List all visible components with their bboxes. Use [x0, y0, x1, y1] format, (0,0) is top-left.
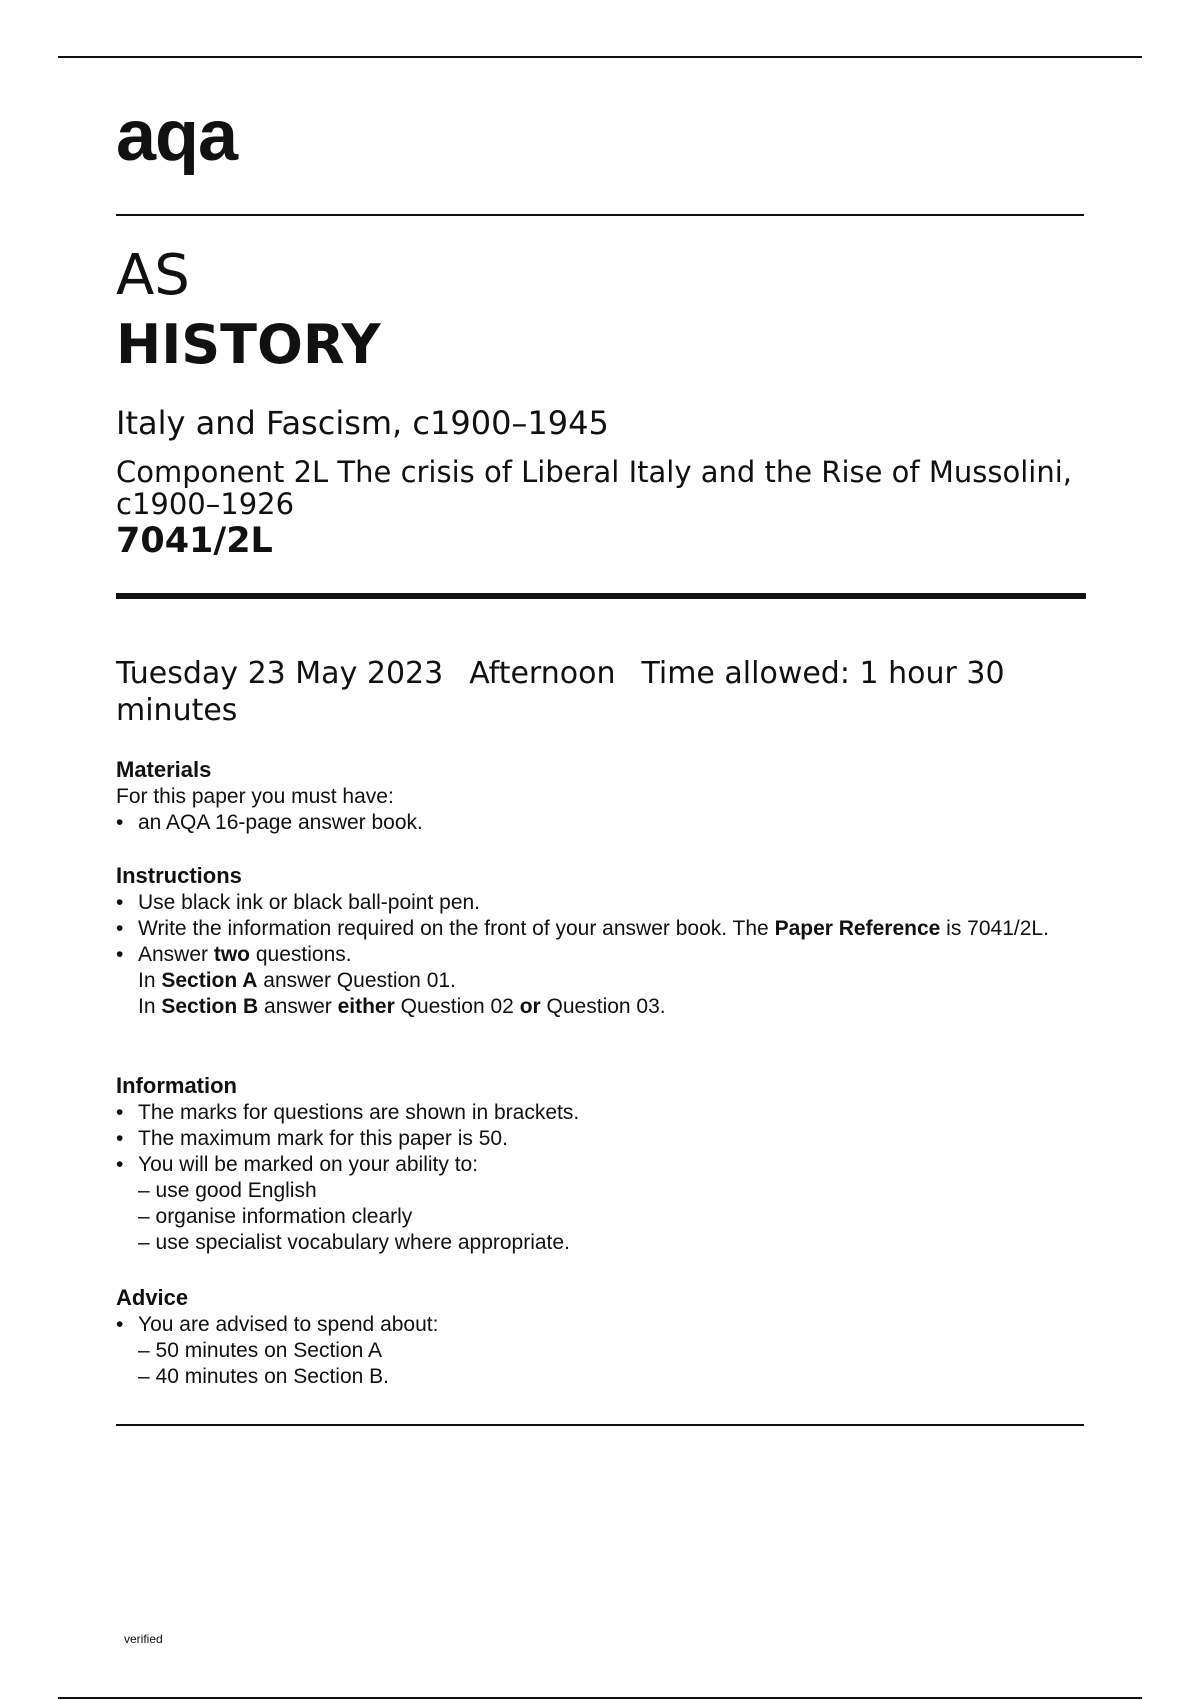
paper-code: 7041/2L — [116, 521, 273, 561]
advice-list — [116, 1312, 1076, 1390]
list-item: • The marks for questions are shown in brackets. — [116, 1101, 580, 1124]
sub-item: – 50 minutes on Section A — [138, 1339, 382, 1362]
bottom-section-rule — [116, 1424, 1084, 1426]
sub-item: – 40 minutes on Section B. — [138, 1365, 389, 1388]
materials-section — [116, 756, 1076, 836]
exam-date-line — [116, 656, 1076, 729]
sub-item: – use good English — [138, 1179, 317, 1202]
sub-item: – organise information clearly — [138, 1205, 413, 1228]
rule-under-logo — [116, 214, 1084, 216]
component-title: Component 2L The crisis of Liberal Italy and the Rise of Mussolini, c1900–1926 — [116, 455, 1072, 522]
instructions-list — [116, 890, 1076, 1020]
advice-heading: Advice — [116, 1285, 189, 1310]
list-item: • an AQA 16-page answer book. — [116, 811, 423, 834]
materials-heading: Materials — [116, 757, 212, 782]
subject-title: HISTORY — [116, 313, 381, 376]
instructions-heading: Instructions — [116, 863, 242, 888]
exam-date: Tuesday 23 May 2023 — [116, 656, 444, 691]
advice-section — [116, 1284, 1076, 1390]
list-item: • Answer two questions. In Section A answer Question 01. In Section B answer either Question 02 or Question 03. — [116, 943, 666, 1018]
materials-list — [116, 810, 1076, 836]
thick-rule — [116, 593, 1086, 599]
bottom-rule — [58, 1697, 1142, 1699]
list-item: • Write the information required on the front of your answer book. The Paper Reference is 7041/2L. — [116, 917, 1049, 940]
list-item: • The maximum mark for this paper is 50. — [116, 1127, 508, 1150]
instructions-section — [116, 862, 1076, 1020]
paper-title: Italy and Fascism, c1900–1945 — [116, 404, 609, 442]
exam-session: Afternoon — [469, 656, 616, 691]
list-item: • You are advised to spend about: – 50 minutes on Section A – 40 minutes on Section B. — [116, 1312, 1076, 1390]
footer-text: verified — [124, 1632, 163, 1646]
qualification-level: AS — [116, 243, 190, 308]
sub-item: – use specialist vocabulary where appropriate. — [138, 1231, 570, 1254]
time-allowed: Time allowed: 1 hour 30 minutes — [116, 656, 1005, 728]
aqa-logo: aqa — [116, 96, 238, 176]
list-item: • You will be marked on your ability to: – use good English – organise information clearly – use specialist vocabulary where appropriate. — [116, 1152, 1076, 1256]
information-list — [116, 1100, 1076, 1256]
list-item: • Use black ink or black ball-point pen. — [116, 891, 481, 914]
materials-intro: For this paper you must have: — [116, 785, 394, 808]
information-section — [116, 1072, 1076, 1256]
top-rule — [58, 56, 1142, 58]
information-heading: Information — [116, 1073, 237, 1098]
